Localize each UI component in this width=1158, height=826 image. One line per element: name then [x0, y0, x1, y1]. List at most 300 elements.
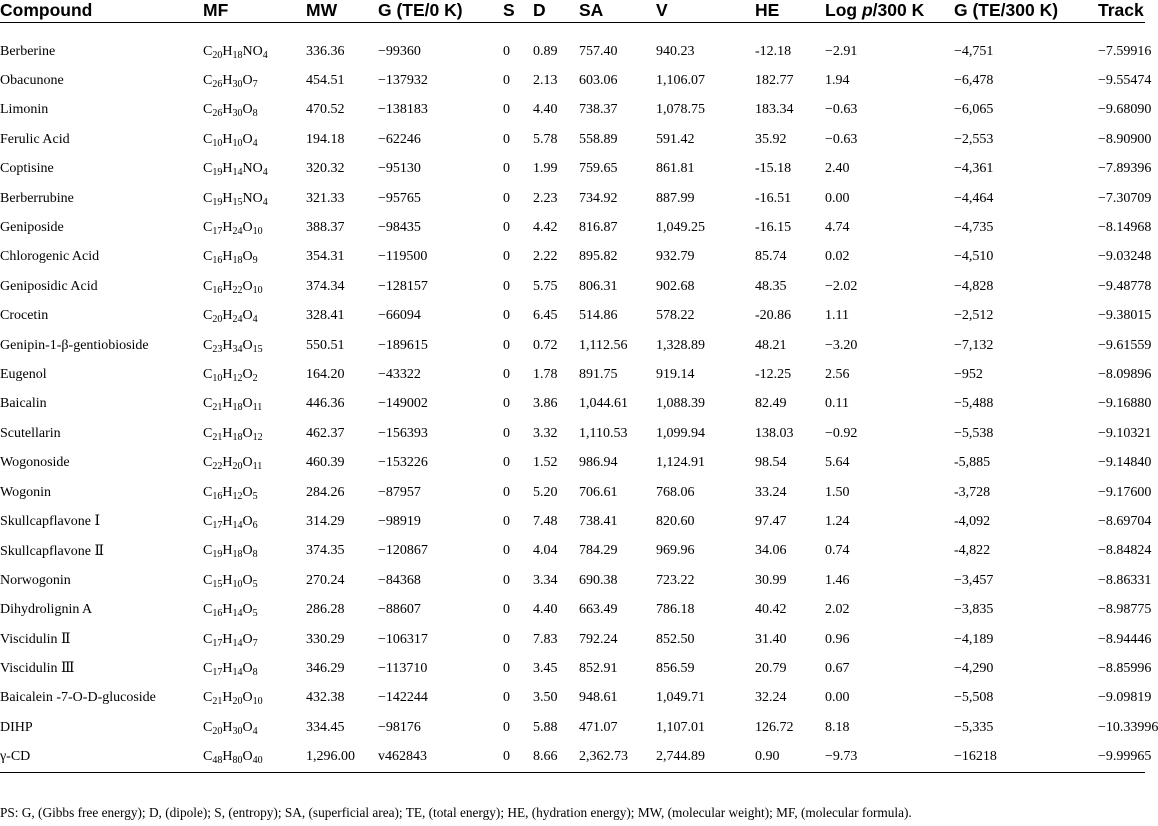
cell-g300: −4,828	[954, 278, 994, 294]
formula-element: C	[203, 631, 213, 647]
cell-sa: 784.29	[579, 543, 618, 559]
formula-subscript: 4	[252, 725, 258, 737]
formula-element: C	[203, 484, 213, 500]
formula-subscript: 80	[232, 755, 243, 767]
table-row	[0, 625, 1145, 654]
column-header-d-text: D	[533, 0, 546, 20]
cell-sa: 2,362.73	[579, 742, 656, 772]
cell-g0: −87957	[378, 484, 421, 500]
cell-logp: −2.02	[825, 278, 858, 294]
formula-element: H	[222, 220, 233, 236]
cell-g0: −95765	[378, 190, 421, 206]
column-header-logp-text: /300 K	[872, 0, 925, 20]
formula-subscript: 16	[212, 490, 223, 502]
cell-he: 97.47	[755, 513, 787, 529]
formula-element: C	[203, 190, 213, 206]
cell-mw: 550.51	[306, 337, 345, 353]
cell-compound: Berberrubine	[0, 190, 74, 206]
formula-subscript: 4	[262, 167, 268, 179]
cell-he: 34.06	[755, 543, 787, 559]
cell-v: 856.59	[656, 660, 695, 676]
cell-d: 5.88	[533, 719, 558, 735]
cell-mw: 346.29	[306, 660, 345, 676]
cell-compound: Chlorogenic Acid	[0, 249, 100, 265]
formula-element: H	[222, 102, 233, 118]
formula-element: H	[222, 73, 233, 89]
cell-track: −9.48778	[1098, 278, 1152, 294]
cell-compound: Obacunone	[0, 73, 64, 89]
formula-element: C	[203, 249, 213, 265]
cell-he: 138.03	[755, 425, 794, 441]
formula-subscript: 48	[212, 755, 223, 767]
cell-sa: 948.61	[579, 690, 618, 706]
cell-v: 786.18	[656, 602, 695, 618]
column-header-compound	[0, 0, 203, 23]
cell-g300: −4,290	[954, 660, 994, 676]
cell-d: 7.83	[533, 631, 558, 647]
cell-he: 85.74	[755, 249, 787, 265]
cell-v: 887.99	[656, 190, 695, 206]
cell-track: −7.89396	[1098, 161, 1152, 177]
cell-g300: -4,822	[954, 543, 991, 559]
cell-d: 4.04	[533, 543, 558, 559]
formula-subscript: 14	[232, 608, 243, 620]
cell-logp: 1.24	[825, 513, 850, 529]
formula-element: C	[203, 43, 213, 59]
formula-subscript: 22	[232, 284, 243, 296]
cell-sa: 895.82	[579, 249, 618, 265]
cell-d: 0.89	[533, 43, 558, 59]
table-row	[0, 213, 1145, 242]
table-row	[0, 96, 1145, 125]
cell-s: 0	[503, 719, 510, 735]
cell-he: -12.25	[755, 366, 792, 382]
cell-sa: 514.86	[579, 308, 618, 324]
column-header-mf	[203, 0, 306, 23]
cell-track: −9.09819	[1098, 690, 1152, 706]
cell-g0: −95130	[378, 161, 421, 177]
cell-sa: 806.31	[579, 278, 618, 294]
cell-logp: 0.67	[825, 660, 850, 676]
cell-track: −8.14968	[1098, 220, 1152, 236]
formula-element: O	[242, 102, 253, 118]
cell-v: 932.79	[656, 249, 695, 265]
formula-element: O	[242, 455, 253, 471]
formula-element: C	[203, 73, 213, 89]
cell-g300: −5,538	[954, 425, 994, 441]
formula-element: O	[242, 337, 253, 353]
table-row	[0, 331, 1145, 360]
table-row	[0, 360, 1145, 389]
formula-element: O	[242, 396, 253, 412]
formula-subscript: 12	[252, 431, 263, 443]
formula-element: C	[203, 366, 213, 382]
formula-element: C	[203, 102, 213, 118]
formula-subscript: 12	[232, 490, 243, 502]
cell-v: 591.42	[656, 131, 695, 147]
cell-logp: 0.11	[825, 396, 849, 412]
formula-subscript: 14	[232, 519, 243, 531]
cell-g0: −153226	[378, 455, 428, 471]
cell-s: 0	[503, 278, 510, 294]
formula-subscript: 34	[232, 343, 243, 355]
formula-element: H	[222, 278, 233, 294]
formula-element: C	[203, 749, 213, 765]
formula-element: H	[222, 249, 233, 265]
cell-v: 940.23	[656, 43, 695, 59]
cell-g0: −189615	[378, 337, 428, 353]
cell-he: 183.34	[755, 102, 794, 118]
formula-subscript: 21	[212, 431, 223, 443]
cell-v: 2,744.89	[656, 742, 755, 772]
cell-sa: 1,112.56	[579, 337, 628, 353]
cell-compound: DIHP	[0, 719, 33, 735]
formula-subscript: 17	[212, 226, 223, 238]
formula-subscript: 4	[262, 49, 268, 61]
cell-mw: 284.26	[306, 484, 345, 500]
formula-element: H	[222, 484, 233, 500]
table-row	[0, 419, 1145, 448]
cell-v: 1,049.25	[656, 220, 705, 236]
header-spacer	[0, 23, 1145, 38]
column-header-mw	[306, 0, 378, 23]
cell-d: 2.23	[533, 190, 558, 206]
cell-mw: 286.28	[306, 602, 345, 618]
cell-d: 5.78	[533, 131, 558, 147]
table-row	[0, 478, 1145, 507]
cell-v: 969.96	[656, 543, 695, 559]
cell-mf	[203, 37, 306, 66]
cell-compound: Genipin-1-β-gentiobioside	[0, 337, 149, 353]
formula-element: H	[222, 690, 233, 706]
column-header-track	[1098, 0, 1145, 23]
cell-mf	[203, 213, 306, 242]
cell-track: −8.98775	[1098, 602, 1152, 618]
cell-g0: −98176	[378, 719, 421, 735]
cell-s: 0	[503, 742, 533, 772]
cell-mf	[203, 302, 306, 331]
cell-track: −9.03248	[1098, 249, 1152, 265]
cell-s: 0	[503, 161, 510, 177]
cell-mw: 270.24	[306, 572, 345, 588]
formula-subscript: 26	[212, 79, 223, 91]
cell-g300: -4,092	[954, 513, 991, 529]
cell-logp: −2.91	[825, 43, 858, 59]
cell-d: 3.34	[533, 572, 558, 588]
formula-subscript: 10	[252, 226, 263, 238]
cell-compound: Berberine	[0, 43, 56, 59]
cell-d: 5.20	[533, 484, 558, 500]
cell-he: 48.35	[755, 278, 787, 294]
cell-g0: −113710	[378, 660, 428, 676]
cell-logp: 2.40	[825, 161, 850, 177]
column-header-g0-text: G (TE/0 K)	[378, 0, 463, 20]
formula-subscript: 15	[252, 343, 263, 355]
column-header-d	[533, 0, 579, 23]
formula-element: C	[203, 220, 213, 236]
formula-subscript: 21	[212, 696, 223, 708]
cell-g300: −5,508	[954, 690, 994, 706]
table-row	[0, 390, 1145, 419]
cell-g300: −4,751	[954, 43, 994, 59]
cell-sa: 1,110.53	[579, 425, 628, 441]
formula-element: O	[242, 308, 253, 324]
cell-mf	[203, 684, 306, 713]
formula-subscript: 18	[232, 431, 243, 443]
cell-g0: −62246	[378, 131, 421, 147]
formula-element: C	[203, 690, 213, 706]
cell-logp: 0.96	[825, 631, 850, 647]
formula-element: H	[222, 425, 233, 441]
cell-g0: −149002	[378, 396, 428, 412]
cell-track: −7.59916	[1098, 43, 1152, 59]
cell-s: 0	[503, 73, 510, 89]
cell-logp: 8.18	[825, 719, 850, 735]
cell-mf	[203, 595, 306, 624]
table-header	[0, 0, 1145, 23]
formula-element: O	[242, 220, 253, 236]
formula-subscript: 21	[212, 402, 223, 414]
cell-mw: 374.34	[306, 278, 345, 294]
cell-he: 20.79	[755, 660, 787, 676]
formula-subscript: 10	[232, 137, 243, 149]
formula-subscript: 18	[232, 255, 243, 267]
formula-element: O	[242, 690, 253, 706]
cell-compound: Viscidulin Ⅱ	[0, 632, 71, 647]
formula-element: H	[222, 455, 233, 471]
cell-g300: −4,510	[954, 249, 994, 265]
cell-mw: 336.36	[306, 43, 345, 59]
cell-sa: 471.07	[579, 719, 618, 735]
cell-mf	[203, 390, 306, 419]
cell-g300: −16218	[954, 742, 1098, 772]
cell-he: 82.49	[755, 396, 787, 412]
formula-subscript: 10	[212, 137, 223, 149]
cell-track: −9.14840	[1098, 455, 1152, 471]
cell-g300: −3,457	[954, 572, 994, 588]
cell-s: 0	[503, 660, 510, 676]
cell-sa: 759.65	[579, 161, 618, 177]
table-row	[0, 684, 1145, 713]
cell-he: 33.24	[755, 484, 787, 500]
cell-g0: −66094	[378, 308, 421, 324]
cell-v: 1,328.89	[656, 337, 705, 353]
cell-g0: −98435	[378, 220, 421, 236]
formula-subscript: 7	[252, 79, 258, 91]
cell-mf	[203, 654, 306, 683]
cell-v: 861.81	[656, 161, 695, 177]
cell-compound: Scutellarin	[0, 425, 61, 441]
cell-g0: −137932	[378, 73, 428, 89]
column-header-v-text: V	[656, 0, 668, 20]
formula-element: NO	[242, 190, 263, 206]
cell-he: 182.77	[755, 73, 794, 89]
cell-s: 0	[503, 131, 510, 147]
formula-subscript: 5	[252, 578, 258, 590]
cell-he: 32.24	[755, 690, 787, 706]
cell-logp: 0.74	[825, 543, 850, 559]
cell-v: 1,088.39	[656, 396, 705, 412]
cell-g300: −5,335	[954, 719, 994, 735]
cell-d: 0.72	[533, 337, 558, 353]
cell-g0: −120867	[378, 543, 428, 559]
formula-subscript: 14	[232, 637, 243, 649]
cell-g300: −6,478	[954, 73, 994, 89]
cell-logp: −9.73	[825, 742, 954, 772]
column-header-s-text: S	[503, 0, 515, 20]
cell-g300: −952	[954, 366, 983, 382]
formula-element: H	[222, 161, 233, 177]
formula-element: O	[242, 572, 253, 588]
cell-mw: 328.41	[306, 308, 345, 324]
cell-sa: 757.40	[579, 43, 618, 59]
formula-subscript: 10	[252, 696, 263, 708]
cell-logp: −0.63	[825, 131, 858, 147]
table-body	[0, 37, 1158, 772]
cell-compound: Norwogonin	[0, 572, 71, 588]
formula-element: O	[242, 602, 253, 618]
table-row	[0, 272, 1145, 301]
header-row	[0, 0, 1145, 23]
cell-d: 3.45	[533, 660, 558, 676]
cell-logp: 1.50	[825, 484, 850, 500]
cell-compound: Wogonin	[0, 484, 51, 500]
formula-element: C	[203, 131, 213, 147]
column-header-compound-text: Compound	[0, 0, 93, 20]
formula-element: O	[242, 749, 253, 765]
cell-v: 852.50	[656, 631, 695, 647]
formula-subscript: 15	[212, 578, 223, 590]
formula-element: O	[242, 278, 253, 294]
formula-element: H	[222, 366, 233, 382]
cell-mf	[203, 184, 306, 213]
cell-he: 0.90	[755, 742, 825, 772]
formula-subscript: 4	[252, 137, 258, 149]
cell-logp: −3.20	[825, 337, 858, 353]
cell-logp: −0.63	[825, 102, 858, 118]
cell-g0: −138183	[378, 102, 428, 118]
cell-compound: Limonin	[0, 102, 49, 118]
cell-track: −9.38015	[1098, 308, 1152, 324]
cell-he: -20.86	[755, 308, 792, 324]
table-row	[0, 448, 1145, 477]
cell-mf	[203, 448, 306, 477]
formula-subscript: 10	[252, 284, 263, 296]
cell-v: 902.68	[656, 278, 695, 294]
cell-d: 1.99	[533, 161, 558, 177]
cell-mw: 388.37	[306, 220, 345, 236]
cell-compound: Geniposide	[0, 220, 64, 236]
cell-sa: 816.87	[579, 220, 618, 236]
formula-subscript: 18	[232, 402, 243, 414]
formula-subscript: 9	[252, 255, 258, 267]
cell-sa: 738.37	[579, 102, 618, 118]
cell-s: 0	[503, 543, 510, 559]
formula-subscript: 15	[232, 196, 243, 208]
cell-he: 126.72	[755, 719, 794, 735]
table-row	[0, 155, 1145, 184]
column-header-g300	[954, 0, 1098, 23]
cell-compound: Skullcapflavone Ⅱ	[0, 543, 104, 559]
cell-compound: Dihydrolignin A	[0, 602, 93, 618]
formula-subscript: 19	[212, 167, 223, 179]
table-row	[0, 184, 1145, 213]
table-row	[0, 595, 1145, 624]
formula-element: H	[222, 396, 233, 412]
formula-element: H	[222, 660, 233, 676]
cell-s: 0	[503, 366, 510, 382]
formula-element: H	[222, 308, 233, 324]
cell-g300: −6,065	[954, 102, 994, 118]
formula-element: O	[242, 249, 253, 265]
formula-subscript: 4	[262, 196, 268, 208]
cell-d: 2.13	[533, 73, 558, 89]
cell-logp: 2.02	[825, 602, 850, 618]
formula-subscript: 7	[252, 637, 258, 649]
cell-v: 1,049.71	[656, 690, 705, 706]
formula-subscript: 17	[212, 637, 223, 649]
formula-element: C	[203, 602, 213, 618]
cell-sa: 663.49	[579, 602, 618, 618]
formula-subscript: 12	[232, 372, 243, 384]
cell-v: 1,106.07	[656, 73, 705, 89]
formula-element: C	[203, 513, 213, 529]
formula-subscript: 17	[212, 519, 223, 531]
table-row	[0, 713, 1145, 742]
cell-mw: 460.39	[306, 455, 345, 471]
formula-subscript: 5	[252, 490, 258, 502]
column-header-he	[755, 0, 825, 23]
cell-sa: 706.61	[579, 484, 618, 500]
cell-logp: −0.92	[825, 425, 858, 441]
cell-mf	[203, 331, 306, 360]
cell-mw: 1,296.00	[306, 742, 378, 772]
cell-v: 1,078.75	[656, 102, 705, 118]
cell-g300: −5,488	[954, 396, 994, 412]
cell-v: 1,099.94	[656, 425, 705, 441]
cell-compound: Geniposidic Acid	[0, 278, 98, 294]
formula-subscript: 20	[212, 49, 223, 61]
column-header-sa	[579, 0, 656, 23]
cell-g0: −156393	[378, 425, 428, 441]
formula-subscript: 17	[212, 666, 223, 678]
formula-subscript: 24	[232, 314, 243, 326]
cell-sa: 734.92	[579, 190, 618, 206]
table-row	[0, 507, 1145, 536]
cell-g300: −2,512	[954, 308, 994, 324]
formula-subscript: 19	[212, 196, 223, 208]
column-header-s	[503, 0, 533, 23]
cell-d: 3.32	[533, 425, 558, 441]
cell-he: -12.18	[755, 43, 792, 59]
formula-subscript: 23	[212, 343, 223, 355]
cell-mf	[203, 360, 306, 389]
column-header-track-text: Track	[1098, 0, 1144, 20]
cell-he: 30.99	[755, 572, 787, 588]
cell-track: −9.17600	[1098, 484, 1152, 500]
formula-element: H	[222, 337, 233, 353]
cell-s: 0	[503, 631, 510, 647]
formula-subscript: 14	[232, 167, 243, 179]
formula-element: O	[242, 366, 253, 382]
cell-s: 0	[503, 190, 510, 206]
cell-he: -16.15	[755, 220, 792, 236]
formula-element: C	[203, 455, 213, 471]
cell-s: 0	[503, 43, 510, 59]
cell-mw: 194.18	[306, 131, 345, 147]
cell-g0: −84368	[378, 572, 421, 588]
cell-s: 0	[503, 249, 510, 265]
